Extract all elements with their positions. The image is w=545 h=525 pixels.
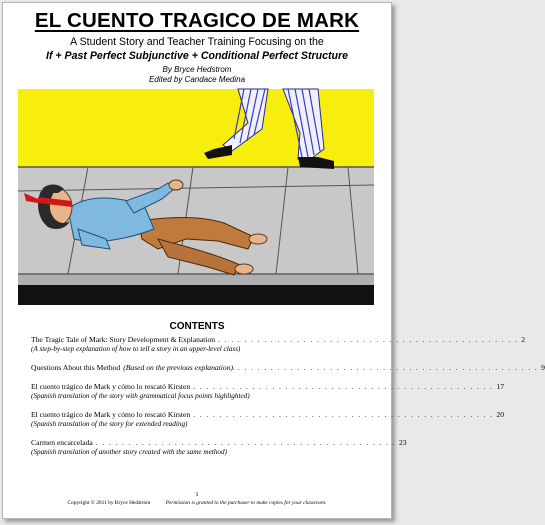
footer <box>3 500 391 506</box>
toc-entry-title: Carmen encarcelada <box>31 438 93 447</box>
toc-leader: . . . . . . . . . . . . . . . . . . . . . . . . . . . . . . . . . . . . . . . . . . . . . . <box>237 363 539 372</box>
contents-heading: CONTENTS <box>169 321 225 332</box>
table-of-contents <box>31 335 545 466</box>
copyright-notice: Copyright © 2011 by Bryce Hedstrom <box>67 500 151 506</box>
toc-page-number: 23 <box>398 438 407 447</box>
toc-leader: . . . . . . . . . . . . . . . . . . . . . . . . . . . . . . . . . . . . . . . . . . . . . . <box>193 382 494 391</box>
toc-page-number: 2 <box>521 335 526 344</box>
toc-leader: . . . . . . . . . . . . . . . . . . . . . . . . . . . . . . . . . . . . . . . . . . . . . . <box>218 335 519 344</box>
toc-entry-description: (Spanish translation of the story for extended reading) <box>31 420 188 428</box>
illustration-street <box>18 285 374 305</box>
toc-entry <box>31 410 504 428</box>
toc-entry-title: Questions About this Method <box>31 363 121 372</box>
toc-page-number: 20 <box>496 410 504 419</box>
toc-entry <box>31 382 504 400</box>
toc-entry-description: (Spanish translation of another story created with the same method) <box>31 448 227 456</box>
editor-credit: Edited by Candace Medina <box>148 75 246 84</box>
toc-entry-title: El cuento trágico de Mark y cómo lo rescató Kirsten <box>31 382 191 391</box>
toc-page-number: 9 <box>541 363 545 372</box>
toc-entry <box>31 363 545 372</box>
toc-entry-description: (Spanish translation of the story with grammatical focus points highlighted) <box>31 392 250 400</box>
document-page <box>2 2 545 519</box>
toc-entry-title: The Tragic Tale of Mark: Story Development & Explanation <box>31 335 216 344</box>
toc-entry-title: El cuento trágico de Mark y cómo lo rescató Kirsten <box>31 410 191 419</box>
toc-entry <box>31 438 407 456</box>
document-title: EL CUENTO TRAGICO DE MARK <box>34 9 360 32</box>
document-subtitle-structure: If + Past Perfect Subjunctive + Conditional Perfect Structure <box>46 50 348 62</box>
illustration-curb <box>18 274 374 285</box>
toc-leader: . . . . . . . . . . . . . . . . . . . . . . . . . . . . . . . . . . . . . . . . . . . . . . <box>193 410 494 419</box>
author-credit: By Bryce Hedstrom <box>162 65 232 74</box>
toc-leader: . . . . . . . . . . . . . . . . . . . . . . . . . . . . . . . . . . . . . . . . . . . . . . <box>95 438 396 447</box>
permission-notice: Permission is granted to the purchaser to make copies for your classroom. <box>165 500 327 506</box>
toc-entry-description: (A step-by-step explanation of how to tell a story in an upper-level class) <box>31 345 241 353</box>
toc-entry-note: (Based on the previous explanation). <box>123 363 235 372</box>
page-number: 1 <box>195 491 199 498</box>
document-subtitle: A Student Story and Teacher Training Focusing on the <box>70 36 324 48</box>
toc-entry <box>31 335 526 353</box>
cover-illustration <box>18 89 374 305</box>
toc-page-number: 17 <box>496 382 504 391</box>
